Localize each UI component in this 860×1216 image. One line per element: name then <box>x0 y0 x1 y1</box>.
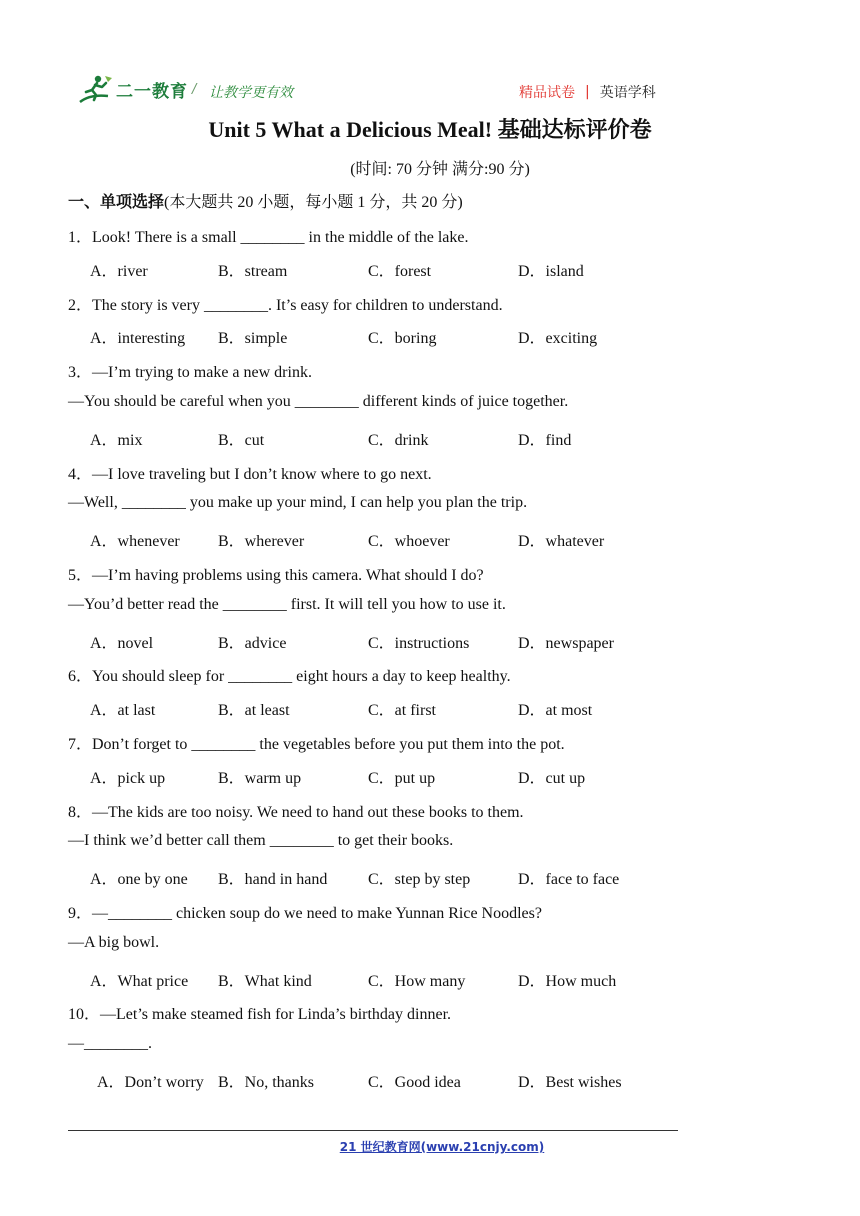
question-stem: 8．—The kids are too noisy. We need to hand out these books to them. <box>68 803 524 821</box>
question-reply: —________. <box>68 1035 152 1053</box>
option-b[interactable]: B．wherever <box>218 533 305 551</box>
logo-text: 二一教育 <box>116 81 188 102</box>
option-d[interactable]: D．Best wishes <box>518 1074 622 1091</box>
question-stem: 5．—I’m having problems using this camera. What should I do? <box>68 567 484 584</box>
footer-divider <box>68 1130 678 1131</box>
page-footer <box>0 1138 860 1155</box>
footer-link[interactable]: 21 世纪教育网(www.21cnjy.com) <box>339 1140 545 1154</box>
question-reply: —I think we’d better call them ________ to get their books. <box>68 832 454 850</box>
option-b[interactable]: B．hand in hand <box>218 871 328 889</box>
option-a[interactable]: A．What price <box>90 972 189 990</box>
question-stem: 10．—Let’s make steamed fish for Linda’s birthday dinner. <box>68 1006 452 1024</box>
option-b[interactable]: B．What kind <box>218 972 312 990</box>
option-d[interactable]: D．at most <box>518 702 593 720</box>
option-b[interactable]: B．simple <box>218 330 288 348</box>
question-stem: 7．Don’t forget to ________ the vegetables before you put them into the pot. <box>68 736 565 753</box>
option-a[interactable]: A．Don’t worry <box>97 1074 204 1091</box>
option-a[interactable]: A．one by one <box>90 871 188 889</box>
question-stem: 2．The story is very ________. It’s easy for children to understand. <box>68 296 503 314</box>
option-b[interactable]: B．cut <box>218 431 265 449</box>
option-d[interactable]: D．face to face <box>518 871 620 889</box>
option-c[interactable]: C．boring <box>368 330 437 348</box>
slogan: 让教学更有效 <box>209 85 293 101</box>
option-a[interactable]: A．mix <box>90 431 143 449</box>
option-a[interactable]: A．novel <box>90 634 154 652</box>
question-reply: —You’d better read the ________ first. It will tell you how to use it. <box>68 595 506 613</box>
option-c[interactable]: C．put up <box>368 769 436 787</box>
option-c[interactable]: C．whoever <box>368 533 450 551</box>
option-c[interactable]: C．at first <box>368 702 436 720</box>
option-b[interactable]: B．advice <box>218 634 287 652</box>
option-d[interactable]: D．exciting <box>518 330 598 348</box>
option-d[interactable]: D．cut up <box>518 769 586 787</box>
question-stem: 3．—I’m trying to make a new drink. <box>68 364 312 382</box>
option-b[interactable]: B．stream <box>218 262 288 280</box>
option-d[interactable]: D．island <box>518 262 584 280</box>
logo <box>78 74 188 104</box>
section-title: 一、单项选择 <box>68 192 165 211</box>
option-a[interactable]: A．at last <box>90 702 156 720</box>
question-stem: 1．Look! There is a small ________ in the middle of the lake. <box>68 229 469 246</box>
option-b[interactable]: B．warm up <box>218 769 302 787</box>
header-tag: 精品试卷 <box>519 85 575 101</box>
question-reply: —Well, ________ you make up your mind, I can help you plan the trip. <box>68 494 528 512</box>
option-d[interactable]: D．whatever <box>518 533 605 551</box>
option-c[interactable]: C．Good idea <box>368 1074 461 1091</box>
question-reply: —You should be careful when you ________ different kinds of juice together. <box>68 393 569 410</box>
page-header <box>0 0 860 110</box>
page-title: Unit 5 What a Delicious Meal! 基础达标评价卷 <box>208 117 652 142</box>
option-c[interactable]: C．step by step <box>368 871 471 889</box>
option-c[interactable]: C．How many <box>368 972 466 990</box>
header-divider: | <box>585 84 590 100</box>
option-d[interactable]: D．How much <box>518 972 617 990</box>
option-a[interactable]: A．interesting <box>90 330 186 348</box>
runner-logo-icon <box>78 74 114 104</box>
question-stem: 9．—________ chicken soup do we need to make Yunnan Rice Noodles? <box>68 905 542 922</box>
section-heading <box>68 189 463 212</box>
option-a[interactable]: A．river <box>90 262 148 280</box>
option-b[interactable]: B．No, thanks <box>218 1074 315 1091</box>
option-b[interactable]: B．at least <box>218 702 290 720</box>
header-right <box>519 82 656 102</box>
section-note: (本大题共 20 小题，每小题 1 分，共 20 分) <box>164 194 463 211</box>
page-subtitle: (时间: 70 分钟 满分:90 分) <box>350 161 530 178</box>
question-stem: 4．—I love traveling but I don’t know where to go next. <box>68 465 432 483</box>
option-d[interactable]: D．newspaper <box>518 634 614 652</box>
option-c[interactable]: C．drink <box>368 431 429 449</box>
question-reply: —A big bowl. <box>68 933 160 951</box>
option-c[interactable]: C．forest <box>368 262 432 280</box>
option-d[interactable]: D．find <box>518 431 572 449</box>
question-stem: 6．You should sleep for ________ eight hours a day to keep healthy. <box>68 668 511 686</box>
option-a[interactable]: A．whenever <box>90 533 180 551</box>
slogan-separator: / <box>192 82 197 97</box>
option-a[interactable]: A．pick up <box>90 769 166 787</box>
header-subject: 英语学科 <box>599 85 656 101</box>
option-c[interactable]: C．instructions <box>368 634 470 652</box>
